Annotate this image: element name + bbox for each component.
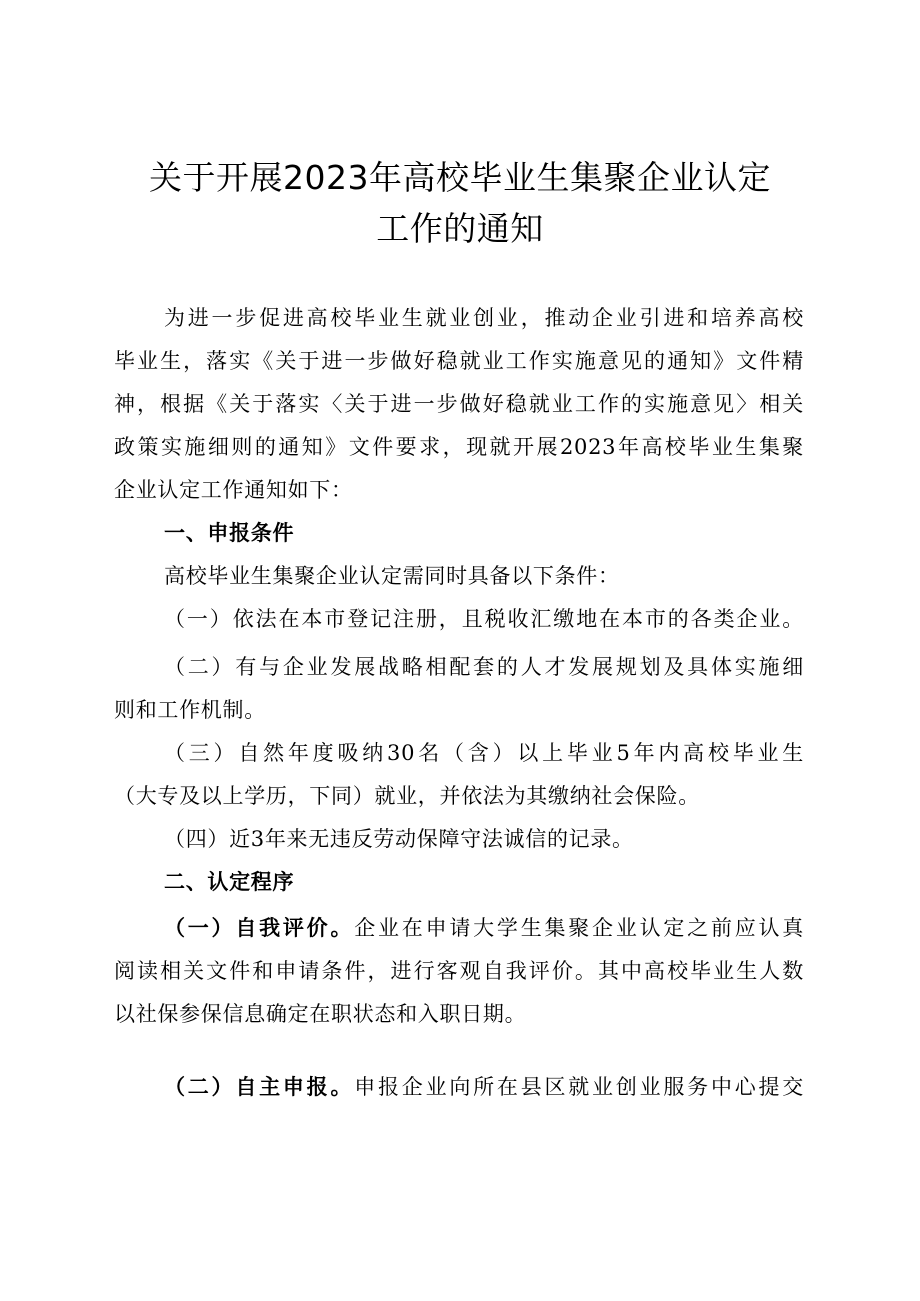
intro-line-5: 企业认定工作通知如下： — [114, 478, 353, 502]
step-1-lead: （一）自我评价。 — [164, 915, 355, 940]
step-2-lead: （二）自主申报。 — [164, 1074, 355, 1099]
section-2-heading: 二、认定程序 — [164, 869, 295, 894]
intro-line-1: 为进一步促进高校毕业生就业创业，推动企业引进和培养高校 — [164, 306, 804, 330]
condition-1: （一）依法在本市登记注册，且税收汇缴地在本市的各类企业。 — [164, 607, 804, 631]
condition-3-line-2: （大专及以上学历，下同）就业，并依法为其缴纳社会保险。 — [114, 784, 700, 808]
step-2-line-1 — [164, 1071, 804, 1103]
step-1-line-1 — [164, 912, 804, 944]
step-1-line-3: 以社保参保信息确定在职状态和入职日期。 — [114, 1002, 527, 1026]
condition-4: （四）近3年来无违反劳动保障守法诚信的记录。 — [164, 827, 634, 851]
document-title-line-2: 工作的通知 — [376, 209, 544, 248]
document-title-line-1: 关于开展2023年高校毕业生集聚企业认定 — [149, 158, 771, 197]
intro-line-3: 神，根据《关于落实〈关于进一步做好稳就业工作的实施意见〉相关 — [114, 392, 804, 416]
step-1-line-1-text: 企业在申请大学生集聚企业认定之前应认真 — [354, 916, 804, 940]
step-2-line-1-text: 申报企业向所在县区就业创业服务中心提交 — [354, 1075, 804, 1099]
step-1-line-2: 阅读相关文件和申请条件，进行客观自我评价。其中高校毕业生人数 — [114, 959, 804, 983]
section-1-intro: 高校毕业生集聚企业认定需同时具备以下条件： — [164, 564, 620, 588]
condition-3-line-1: （三）自然年度吸纳30名（含）以上毕业5年内高校毕业生 — [164, 741, 804, 765]
condition-2-line-2: 则和工作机制。 — [114, 698, 266, 722]
intro-line-2: 毕业生，落实《关于进一步做好稳就业工作实施意见的通知》文件精 — [114, 349, 804, 373]
intro-line-4: 政策实施细则的通知》文件要求，现就开展2023年高校毕业生集聚 — [114, 435, 804, 459]
section-1-heading: 一、申报条件 — [164, 520, 295, 545]
condition-2-line-1: （二）有与企业发展战略相配套的人才发展规划及具体实施细 — [164, 655, 804, 679]
